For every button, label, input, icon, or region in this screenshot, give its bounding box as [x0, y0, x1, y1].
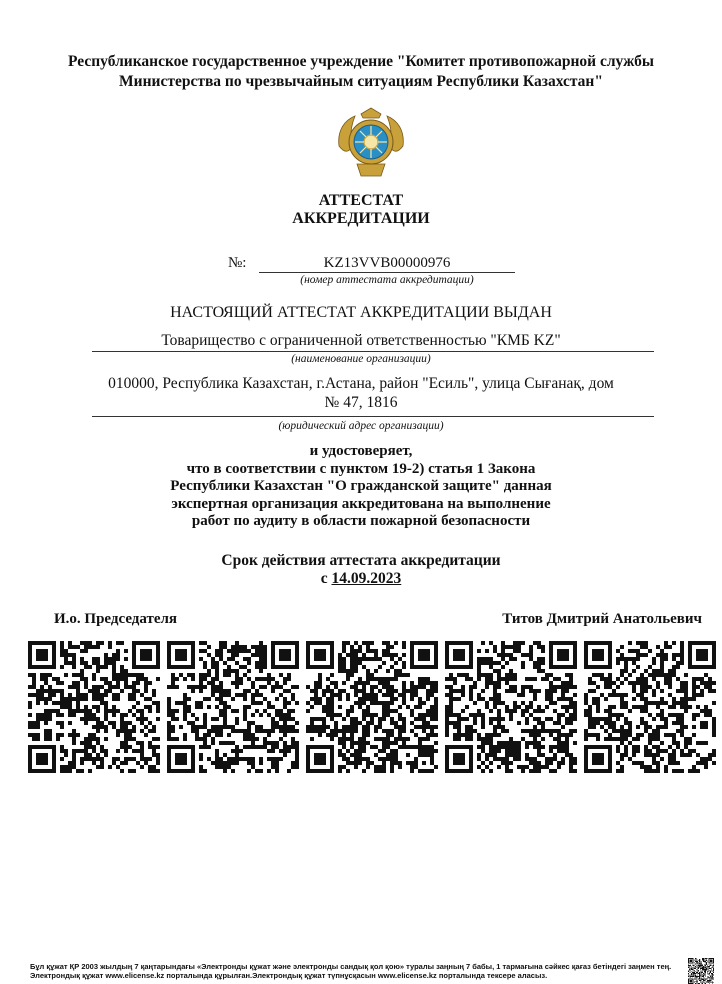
document-title — [0, 192, 722, 228]
certificate-number-caption: (номер аттестата аккредитации) — [300, 274, 474, 286]
footer-qr-code-icon — [684, 958, 718, 984]
qr-code-icon — [27, 641, 161, 773]
qr-code-icon — [166, 641, 300, 773]
issued-statement: НАСТОЯЩИЙ АТТЕСТАТ АККРЕДИТАЦИИ ВЫДАН — [170, 304, 552, 321]
qr-code-icon — [444, 641, 578, 773]
footer-line1: Бұл құжат ҚР 2003 жылдың 7 қаңтарындағы «Электронды құжат және электронды сандық қол қою» туралы заңның 7 бабы, 1 тармағына сәйкес қағаз бетіндегі заңмен тең. — [30, 962, 672, 971]
validity-section — [0, 552, 722, 588]
certificate-number-underline — [259, 272, 515, 273]
certification-statement — [0, 443, 722, 531]
certify-line4: экспертная организация аккредитована на выполнение — [171, 495, 551, 512]
organization-address-line2: № 47, 1816 — [324, 394, 398, 411]
organization-address-underline — [92, 416, 654, 417]
issuing-authority-line1: Республиканское государственное учреждение "Комитет противопожарной службы — [68, 53, 654, 70]
issuing-authority-header — [0, 52, 722, 92]
validity-date-line — [0, 570, 722, 588]
organization-address-line1: 010000, Республика Казахстан, г.Астана, район "Есиль", улица Сығанақ, дом — [108, 375, 614, 392]
organization-address — [0, 374, 722, 412]
signer-role: И.о. Председателя — [54, 611, 178, 627]
certificate-number: KZ13VVB00000976 — [323, 255, 451, 271]
validity-label: Срок действия аттестата аккредитации — [221, 552, 501, 569]
issuing-authority-line2: Министерства по чрезвычайным ситуациям Республики Казахстан" — [119, 73, 603, 90]
organization-name-caption: (наименование организации) — [291, 353, 431, 365]
certificate-number-label: №: — [228, 255, 247, 271]
footer-line2: Электрондық құжат www.elicense.kz порталында құрылған.Электрондық құжат түпнұсқасын www.elicense.kz порталында тексере аласыз. — [30, 971, 548, 980]
qr-code-icon — [583, 641, 717, 773]
validity-date: 14.09.2023 — [331, 570, 402, 587]
certify-line3: Республики Казахстан "О гражданской защите" данная — [170, 478, 552, 494]
digital-signature-qr-codes — [27, 641, 717, 773]
organization-name-underline — [92, 351, 654, 352]
organization-address-caption: (юридический адрес организации) — [278, 420, 444, 432]
state-emblem-kazakhstan-icon — [331, 106, 411, 182]
validity-prefix: с — [320, 570, 328, 587]
certify-line2: что в соответствии с пунктом 19-2) статья 1 Закона — [186, 460, 536, 477]
legal-footer — [30, 962, 680, 980]
signer-name: Титов Дмитрий Анатольевич — [502, 611, 702, 627]
organization-name: Товарищество с ограниченной ответственностью "КМБ KZ" — [161, 332, 561, 349]
certify-line5: работ по аудиту в области пожарной безопасности — [191, 513, 531, 529]
certify-line1: и удостоверяет, — [309, 443, 413, 459]
title-line1: АТТЕСТАТ — [318, 192, 404, 209]
title-line2: АККРЕДИТАЦИИ — [292, 210, 430, 227]
qr-code-icon — [305, 641, 439, 773]
